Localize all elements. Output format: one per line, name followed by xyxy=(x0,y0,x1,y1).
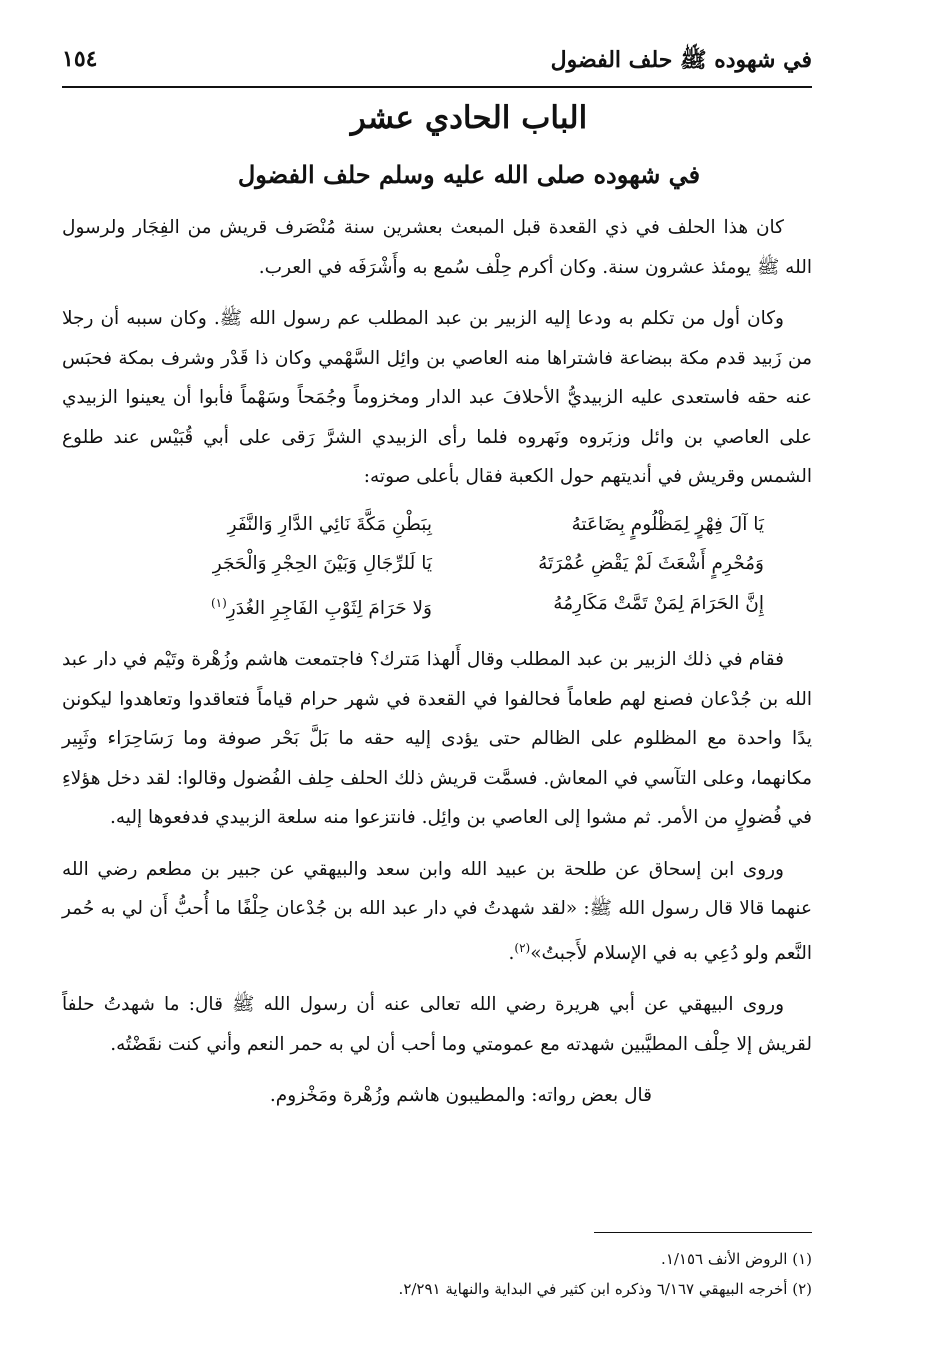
poem-hemistich-left: يَا لَلرِّجَالِ وَبَيْنَ الحِجْرِ وَالْحَجَرِ xyxy=(212,553,432,574)
poem-hemistich-left xyxy=(132,584,432,629)
poem-hemistich-right: يَا آلَ فِهْرٍ لِمَظْلُومٍ بِضَاعَتهُ xyxy=(571,513,764,535)
poem-verse xyxy=(62,544,812,584)
footnote-rule xyxy=(594,1232,812,1233)
footnote-ref: (٢) xyxy=(514,940,531,955)
header-rule xyxy=(62,86,812,88)
paragraph-2: وكان أول من تكلم به ودعا إليه الزبير بن عبد المطلب عم رسول الله ﷺ. وكان سببه أن رجلا من زَبيد قدم مكة ببضاعة فاشتراها منه العاصي بن وائِل السَّهْمي وكان ذا قَدْر وشرف بمكة فحبَس عنه حقه فاستعدى عليه الزبيديُّ الأحلافَ عبد الدار ومخزوماً وجُمَحاً وسَهْماً فأبوا أن يعينوا الزبيدي على العاصي بن وائل وزبَروه ونَهروه فلما رأى الزبيدي الشرَّ رَقى على أبي قُبَيْس عند طلوع الشمس وقريش في أنديتهم حول الكعبة فقال بأعلى صوته: xyxy=(62,308,813,487)
poem-hemistich-right: وَمُحْرِمٍ أَشْعَثَ لَمْ يَقْضِ عُمْرَتَهُ xyxy=(538,553,764,574)
poem-verse xyxy=(62,505,812,545)
page-number: ١٥٤ xyxy=(62,46,98,72)
paragraph-3: فقام في ذلك الزبير بن عبد المطلب وقال أَلهذا مَترك؟ فاجتمعت هاشم وزُهْرة وتَيْم في دار عبد الله بن جُدْعان فصنع لهم طعاماً فحالفوا في القعدة في شهر حرام قياماً فتعاقدوا وتعاهدوا ليكونن يدًا واحدة مع المظلوم على الظالم حتى يؤدى إليه حقه ما بَلَّ بَحْر صوفة وما رَسَاحِرَاء وثَبِير مكانهما، وعلى التآسي في المعاش. فسمَّت قريش ذلك الحلف حِلف الفُضول وقالوا: لقد دخل هؤلاءِ في فُضولٍ من الأمر. ثم مشوا إلى العاصي بن وائِل. فانتزعوا منه سلعة الزبيدي فدفعوها إليه. xyxy=(62,649,812,829)
footnotes xyxy=(62,1244,812,1304)
poem xyxy=(62,505,812,629)
chapter-title: الباب الحادي عشر xyxy=(350,100,588,136)
poem-hemistich-left: بِبَطْنِ مَكَّةَ نَائِي الدَّارِ وَالنَّفَرِ xyxy=(227,513,432,535)
poem-hemistich-right: إِنَّ الحَرَامَ لِمَنْ تَمَّتْ مَكَارِمُهُ xyxy=(553,592,764,614)
paragraph-6: قال بعض رواته: والمطيبون هاشم وزُهْرة ومَخْزوم. xyxy=(269,1085,652,1107)
footnote-ref: (١) xyxy=(210,595,227,610)
paragraph-4-end: . xyxy=(508,942,515,964)
running-header xyxy=(62,40,812,82)
body-text xyxy=(62,208,812,1116)
poem-hemistich-text: وَلا حَرَامَ لِثَوْبِ الفَاجِرِ الغُدَرِ xyxy=(226,597,432,619)
running-header-title: في شهوده ﷺ حلف الفضول xyxy=(550,47,812,73)
footnote-1: (١) الروض الأنف ١/١٥٦. xyxy=(661,1250,812,1268)
poem-verse xyxy=(62,584,812,629)
paragraph-4 xyxy=(62,850,812,974)
paragraph-1: كان هذا الحلف في ذي القعدة قبل المبعث بعشرين سنة مُنْصَرف قريش من الفِجَار ولرسول الله ﷺ يومئذ عشرون سنة. وكان أكرم حِلْف سُمع به وأَشْرَفَه في العرب. xyxy=(62,217,812,278)
paragraph-5: وروى البيهقي عن أبي هريرة رضي الله تعالى عنه أن رسول الله ﷺ قال: ما شهدتُ حلفاً لقريش إلا حِلْف المطيَّبين شهدته مع عمومتي وما أحب أن لي به حمر النعم وأني كنت نقَضْتُه. xyxy=(62,994,812,1055)
chapter-subtitle: في شهوده صلى الله عليه وسلم حلف الفضول xyxy=(237,160,701,189)
footnote-2: (٢) أخرجه البيهقي ٦/١٦٧ وذكره ابن كثير في البداية والنهاية ٢/٢٩١. xyxy=(398,1280,812,1298)
paragraph-4-text: وروى ابن إسحاق عن طلحة بن عبيد الله وابن سعد والبيهقي عن جبير بن مطعم رضي الله عنهما قالا قال رسول الله ﷺ: «لقد شهدتُ في دار عبد الله بن جُدْعان حِلْفًا ما أُحبُّ أَن لي به حُمر النَّعم ولو دُعِي به في الإسلام لأَجبتُ» xyxy=(62,858,812,964)
